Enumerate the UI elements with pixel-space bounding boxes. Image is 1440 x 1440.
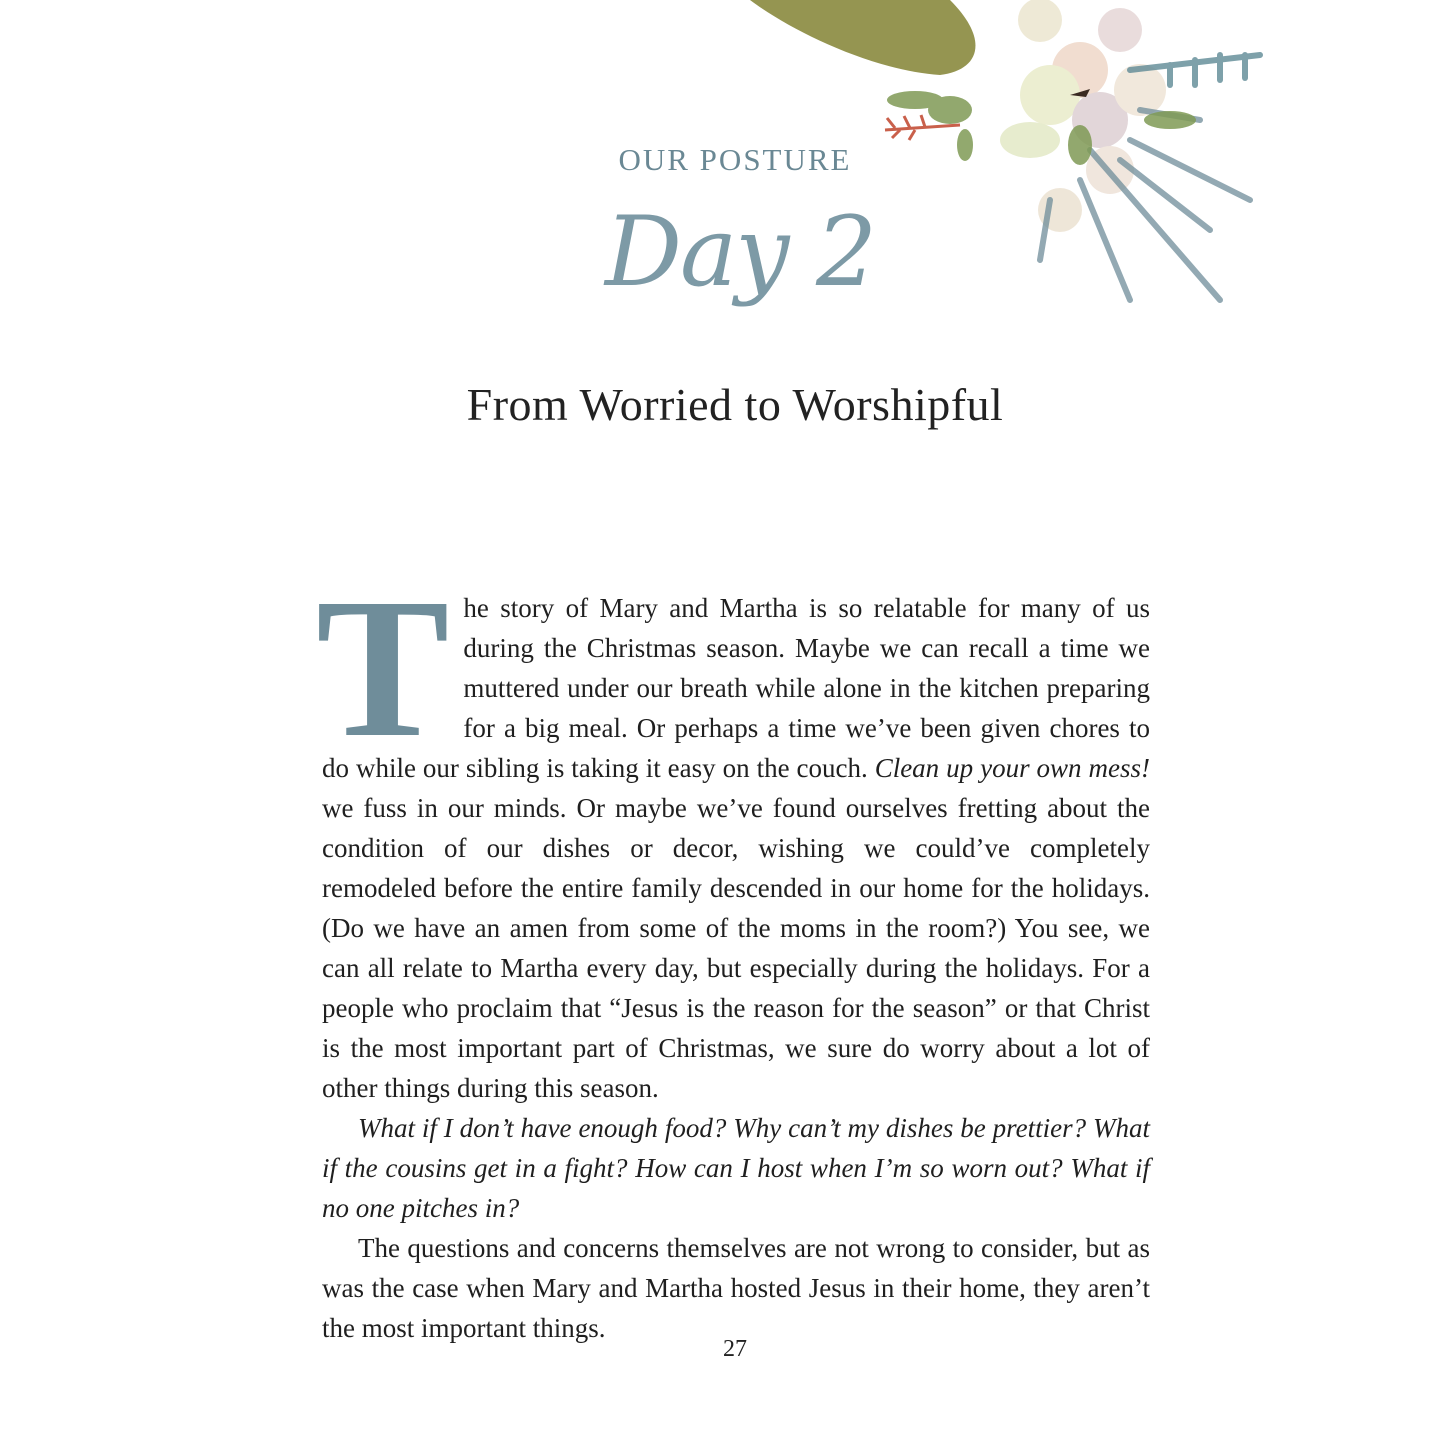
page-number: 27 (723, 1336, 747, 1362)
paragraph-1 (316, 558, 1150, 1108)
chapter-subtitle: From Worried to Worshipful (466, 379, 1004, 430)
paragraph-1-italic: Clean up your own mess! (874, 753, 1150, 783)
paragraph-1-part-1: he story of Mary and Martha is so relatable for many of us during the Christmas season. Maybe we can recall a time we muttered under our breath while alone in the kitchen preparing for a big meal. Or perhaps a time we’ve been given chores to do while our sibling is taking it easy on the couch. (322, 593, 1150, 783)
paragraph-1-part-2: we fuss in our minds. Or maybe we’ve found ourselves fretting about the condition of our dishes or decor, wishing we could’ve completely remodeled before the entire family descended in our home for the holidays. (Do we have an amen from some of the moms in the room?) You see, we can all relate to Martha every day, but especially during the holidays. For a people who proclaim that “Jesus is the reason for the season” or that Christ is the most important part of Christmas, we sure do worry about a lot of other things during this season. (322, 793, 1150, 1103)
body-text (316, 558, 1150, 1348)
paragraph-2 (322, 1108, 1150, 1228)
drop-cap: T (316, 558, 450, 779)
section-eyebrow: OUR POSTURE (618, 142, 852, 177)
day-heading: Day 2 (604, 196, 876, 308)
paragraph-3: The questions and concerns themselves are not wrong to consider, but as was the case when Mary and Martha hosted Jesus in their home, they aren’t the most important things. (322, 1233, 1150, 1343)
paragraph-2-italic: What if I don’t have enough food? Why can’t my dishes be prettier? What if the cousins get in a fight? How can I host when I’m so worn out? What if no one pitches in? (322, 1113, 1150, 1223)
